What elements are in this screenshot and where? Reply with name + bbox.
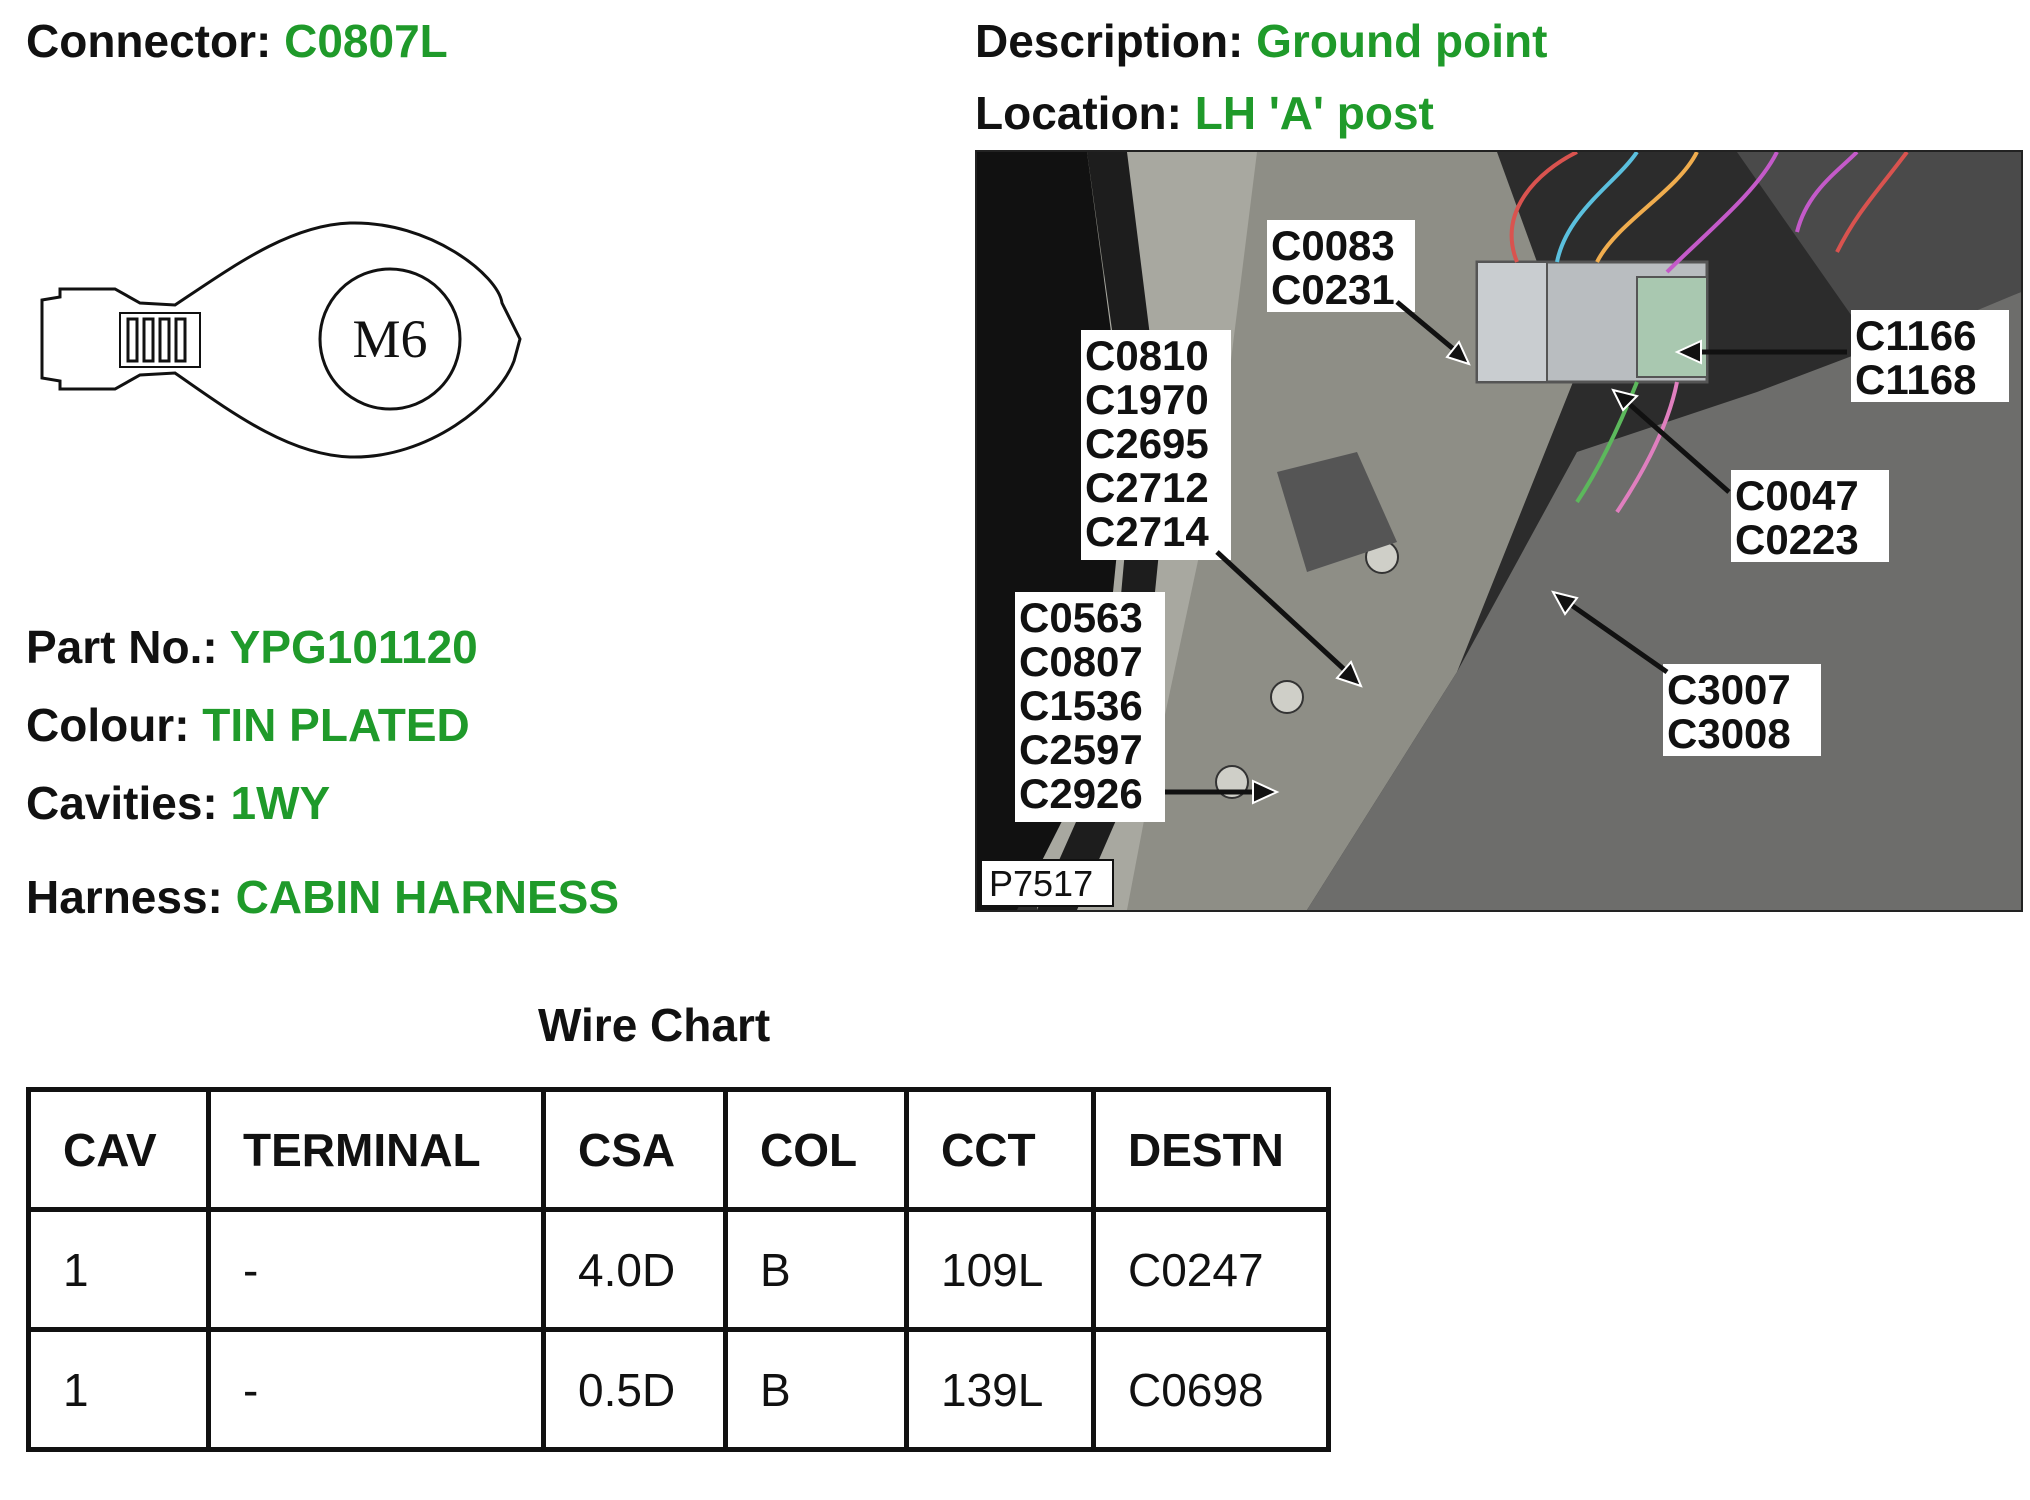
description-field bbox=[975, 14, 1547, 68]
callout-a-1: C0083 bbox=[1271, 222, 1395, 269]
callout-e-1: C0563 bbox=[1019, 594, 1143, 641]
colour-label: Colour: bbox=[26, 699, 190, 751]
column-header-destn: DESTN bbox=[1094, 1090, 1329, 1210]
column-header-csa: CSA bbox=[544, 1090, 726, 1210]
location-value: LH 'A' post bbox=[1194, 87, 1434, 139]
description-value: Ground point bbox=[1256, 15, 1548, 67]
callout-c-5: C2714 bbox=[1085, 508, 1209, 555]
table-row bbox=[29, 1330, 1329, 1450]
harness-field bbox=[26, 870, 619, 924]
callout-f-1: C3007 bbox=[1667, 666, 1791, 713]
wire-chart-title: Wire Chart bbox=[538, 999, 771, 1051]
column-header-cav: CAV bbox=[29, 1090, 209, 1210]
cell-csa: 0.5D bbox=[544, 1330, 726, 1450]
table-row bbox=[29, 1210, 1329, 1330]
column-header-cct: CCT bbox=[907, 1090, 1094, 1210]
cell-terminal: - bbox=[209, 1330, 544, 1450]
connector-label: Connector: bbox=[26, 15, 272, 67]
cell-terminal: - bbox=[209, 1210, 544, 1330]
part-no-value: YPG101120 bbox=[229, 621, 478, 673]
callout-b-2: C1168 bbox=[1855, 356, 1977, 403]
location-field bbox=[975, 86, 1434, 140]
callout-a-2: C0231 bbox=[1271, 266, 1395, 313]
cell-col: B bbox=[726, 1330, 907, 1450]
part-no-field bbox=[26, 620, 478, 674]
column-header-terminal: TERMINAL bbox=[209, 1090, 544, 1210]
location-photo bbox=[975, 150, 2023, 912]
cell-destn: C0698 bbox=[1094, 1330, 1329, 1450]
callout-f-2: C3008 bbox=[1667, 710, 1791, 757]
callout-c-3: C2695 bbox=[1085, 420, 1209, 467]
callout-b-1: C1166 bbox=[1855, 312, 1977, 359]
wire-chart-table bbox=[26, 1087, 1331, 1452]
connector-field bbox=[26, 14, 448, 68]
callout-c-4: C2712 bbox=[1085, 464, 1209, 511]
cell-destn: C0247 bbox=[1094, 1210, 1329, 1330]
cell-csa: 4.0D bbox=[544, 1210, 726, 1330]
table-header-row bbox=[29, 1090, 1329, 1210]
harness-label: Harness: bbox=[26, 871, 223, 923]
colour-value: TIN PLATED bbox=[202, 699, 470, 751]
stud-size-label: M6 bbox=[352, 309, 428, 369]
callout-e-2: C0807 bbox=[1019, 638, 1143, 685]
callout-d-1: C0047 bbox=[1735, 472, 1859, 519]
callout-c-2: C1970 bbox=[1085, 376, 1209, 423]
part-no-label: Part No.: bbox=[26, 621, 218, 673]
callout-e-3: C1536 bbox=[1019, 682, 1143, 729]
colour-field bbox=[26, 698, 470, 752]
photo-reference: P7517 bbox=[989, 863, 1094, 904]
column-header-col: COL bbox=[726, 1090, 907, 1210]
location-label: Location: bbox=[975, 87, 1182, 139]
cell-cct: 139L bbox=[907, 1330, 1094, 1450]
cell-col: B bbox=[726, 1210, 907, 1330]
callout-e-4: C2597 bbox=[1019, 726, 1143, 773]
cell-cav: 1 bbox=[29, 1330, 209, 1450]
harness-value: CABIN HARNESS bbox=[235, 871, 620, 923]
callout-c-1: C0810 bbox=[1085, 332, 1209, 379]
description-label: Description: bbox=[975, 15, 1244, 67]
cavities-value: 1WY bbox=[230, 777, 331, 829]
cell-cct: 109L bbox=[907, 1210, 1094, 1330]
cavities-field bbox=[26, 776, 330, 830]
cell-cav: 1 bbox=[29, 1210, 209, 1330]
callout-d-2: C0223 bbox=[1735, 516, 1859, 563]
cavities-label: Cavities: bbox=[26, 777, 218, 829]
callout-e-5: C2926 bbox=[1019, 770, 1143, 817]
ring-terminal-drawing bbox=[20, 205, 540, 475]
connector-value: C0807L bbox=[284, 15, 448, 67]
